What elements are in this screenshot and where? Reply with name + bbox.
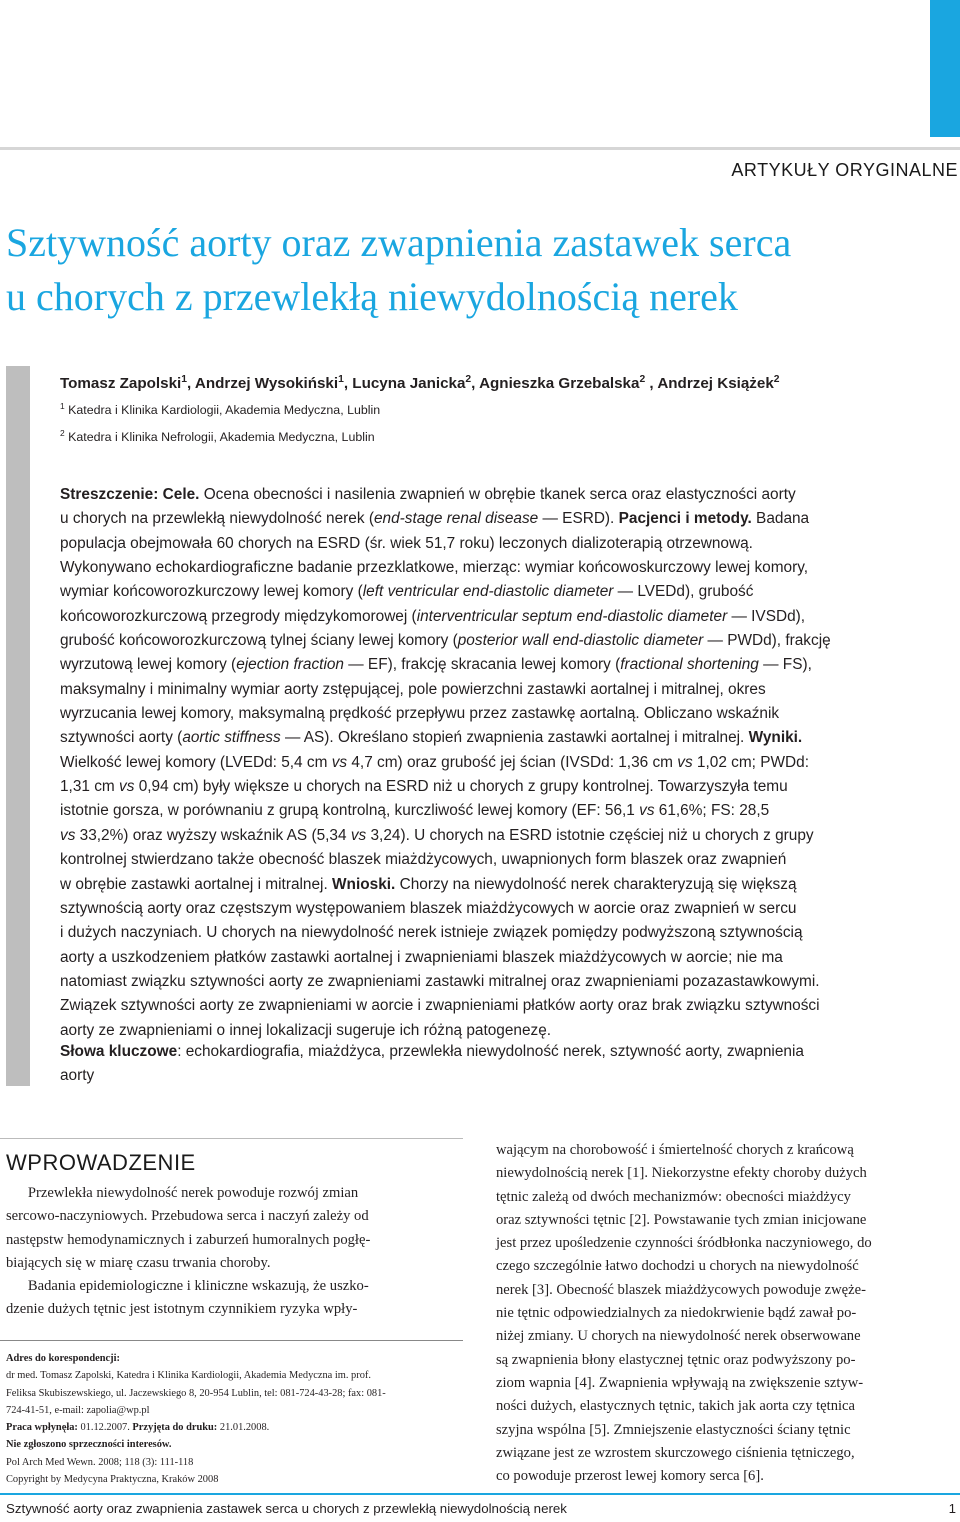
body-text-line: Badania epidemiologiczne i kliniczne wskazują, że uszko-: [6, 1278, 369, 1295]
correspondence-block: Adres do korespondencji: dr med. Tomasz Zapolski, Katedra i Klinika Kardiologii, Akademia Medyczna im. prof. Feliksa Skubiszewskiego, ul. Jaczewskiego 8, 20-954 Lublin, tel: 081-724-43-28; fax: 081- 724-41-51, e-mail: zapolia@wp.pl Praca wpłynęła: 01.12.2007. Przyjęta do druku: 21.01.2008. Nie zgłoszono sprzeczności interesów. Pol Arch Med Wewn. 2008; 118 (3): 111-118 Copyright by Medycyna Praktyczna, Kraków 2008: [6, 1353, 386, 1486]
abstract-line: 1,31 cm vs 0,94 cm) były większe u chorych na ESRD niż u chorych z grupy kontrolnej. Towarzyszyła temu: [60, 778, 788, 796]
body-text-line: jest przez upośledzenie czynności śródbłonka naczyniowego, do: [496, 1235, 872, 1252]
body-text-line: tętnic zależą od dwóch mechanizmów: obecności miażdżycy: [496, 1188, 851, 1205]
accent-bar: [930, 0, 960, 137]
body-text-line: nerek [3]. Obecność blaszek miażdżycowych powoduje zwęże-: [496, 1281, 866, 1298]
author-name: Agnieszka Grzebalska: [479, 375, 640, 392]
body-text-line: nie tętnic odpowiedzialnych za niedokrwienie bądź zawał po-: [496, 1305, 857, 1322]
abstract-line: grubość końcoworozkurczową tylnej ściany lewej komory (posterior wall end-diastolic diameter — PWDd), frakcję: [60, 632, 831, 650]
page-number: 1: [948, 1501, 956, 1516]
intro-right-column: [496, 1139, 956, 1488]
section-label: ARTYKUŁY ORYGINALNE: [731, 160, 958, 180]
body-text-line: oraz sztywności tętnic [2]. Powstawanie tych zmian inicjowane: [496, 1211, 867, 1228]
keywords-label: Słowa kluczowe: [60, 1043, 178, 1060]
author-name: Tomasz Zapolski: [60, 375, 182, 392]
abstract-line: wyrzucania lewej komory, maksymalną prędkość przepływu przez zastawkę aortalną. Obliczano wskaźnik: [60, 705, 780, 723]
correspondence-rule: [0, 1340, 463, 1341]
body-text-line: niewydolnością nerek [1]. Niekorzystne efekty choroby dużych: [496, 1165, 867, 1182]
author-list: Tomasz Zapolski$^1$, Andrzej Wysokiński$^1$, Lucyna Janicka$^2$, Agnieszka Grzebalska$^2$ , Andrzej Książek$^2$: [60, 373, 780, 392]
body-text-line: biających się w miarę czasu trwania choroby.: [6, 1254, 271, 1271]
body-text-line: niżej zmiany. U chorych na niewydolność nerek obserwowane: [496, 1328, 861, 1345]
footer-rule: [0, 1493, 960, 1495]
body-text-line: szyjna wspólna [5]. Zmniejszenie elastyczności ściany tętnic: [496, 1421, 851, 1438]
section-heading: WPROWADZENIE: [6, 1150, 196, 1175]
author-name: Andrzej Wysokiński: [194, 375, 339, 392]
running-footer-title: Sztywność aorty oraz zwapnienia zastawek serca u chorych z przewlekłą niewydolnością nerek: [6, 1501, 567, 1516]
author-name: Lucyna Janicka: [352, 375, 466, 392]
body-text-line: wającym na chorobowość i śmiertelność chorych z krańcową: [496, 1142, 854, 1158]
abstract-line: kontrolnej stwierdzano także obecność blaszek miażdżycowych, uwapnionych form blaszek oraz zwapnień: [60, 851, 787, 869]
abstract-line: wymiar końcoworozkurczowy lewej komory (left ventricular end-diastolic diameter — LVEDd), grubość: [60, 583, 754, 601]
body-text-line: związane jest ze wzrostem skurczowego ciśnienia tętniczego,: [496, 1444, 855, 1461]
body-text-line: następstw hemodynamicznych i zaburzeń humoralnych pogłę-: [6, 1231, 371, 1248]
abstract-line: populacja obejmowała 60 chorych na ESRD (śr. wiek 51,7 roku) leczonych dializoterapią otrzewnową.: [60, 534, 753, 552]
abstract-line: natomiast związku sztywności aorty ze zwapnieniami zastawki mitralnej oraz zwapnieniami pozazastawkowymi.: [60, 972, 820, 990]
body-text-line: ziom wapnia [4]. Zwapnienia wpływają na zwiększenie sztyw-: [496, 1374, 864, 1391]
body-text-line: dzenie dużych tętnic jest istotnym czynnikiem ryzyka wpły-: [6, 1301, 358, 1318]
abstract-line: Wykonywano echokardiograficzne badanie przezklatkowe, mierząc: wymiar końcowoskurczowy lewej komory,: [60, 559, 809, 577]
title-line: Sztywność aorty oraz zwapnienia zastawek serca: [6, 220, 792, 265]
body-text-line: są zwapnienia błony elastycznej tętnic oraz podwyższony po-: [496, 1351, 856, 1368]
body-text-line: co powoduje przerost lewej komory serca [6].: [496, 1468, 764, 1485]
abstract-line: vs 33,2%) oraz wyższy wskaźnik AS (5,34 vs 3,24). U chorych na ESRD istotnie częściej niż u chorych z grupy: [60, 826, 814, 844]
abstract-line: u chorych na przewlekłą niewydolność nerek (end-stage renal disease — ESRD). Pacjenci i metody. Badana: [60, 510, 810, 528]
abstract-line: istotnie gorsza, w porównaniu z grupą kontrolną, kurczliwość lewej komory (EF: 56,1 vs 61,6%; FS: 28,5: [60, 802, 770, 820]
body-text-line: ności dużych, elastycznych tętnic, takich jak aorta czy tętnica: [496, 1398, 856, 1415]
abstract-line: i dużych naczyniach. U chorych na niewydolność nerek istnieje związek pomiędzy podwyższoną sztywnością: [60, 924, 803, 942]
keywords: Słowa kluczowe: echokardiografia, miażdżyca, przewlekła niewydolność nerek, sztywność aorty, zwapnienia aorty: [60, 1043, 804, 1085]
title-line: u chorych z przewlekłą niewydolnością nerek: [6, 274, 738, 319]
abstract-side-panel: [6, 366, 30, 1086]
body-text-line: Przewlekła niewydolność nerek powoduje rozwój zmian: [6, 1185, 359, 1201]
abstract-line: wyrzutową lewej komory (ejection fraction — EF), frakcję skracania lewej komory (fractional shortening — FS),: [60, 656, 812, 674]
abstract-line: maksymalny i minimalny wymiar aorty zstępującej, pole powierzchni zastawki aortalnej i mitralnej, okres: [60, 680, 766, 698]
abstract-line: Wielkość lewej komory (LVEDd: 5,4 cm vs 4,7 cm) oraz grubość jej ścian (IVSDd: 1,36 cm vs 1,02 cm; PWDd:: [60, 753, 809, 771]
abstract-line: aorty ze zwapnieniami o innej lokalizacji sugeruje ich różną patogenezę.: [60, 1021, 552, 1039]
body-text-line: czego szczególnie łatwo dochodzi u chorych na niewydolność: [496, 1258, 859, 1275]
article-title: [6, 216, 946, 324]
abstract: [60, 483, 958, 1043]
abstract-line: końcoworozkurczową przegrody międzykomorowej (interventricular septum end-diastolic diameter — IVSDd),: [60, 607, 806, 625]
abstract-line: Związek sztywności aorty ze zwapnieniami w aorcie i zwapnieniami płatków aorty oraz brak związku sztywności: [60, 997, 820, 1015]
abstract-line: sztywności aorty (aortic stiffness — AS). Określano stopień zwapnienia zastawki aortalnej i mitralnej. Wyniki.: [60, 729, 803, 747]
intro-left-column: [6, 1182, 466, 1322]
affiliation-1: $^1$ Katedra i Klinika Kardiologii, Akademia Medyczna, Lublin: [60, 400, 381, 417]
affiliation-2: $^2$ Katedra i Klinika Nefrologii, Akademia Medyczna, Lublin: [60, 427, 375, 444]
abstract-line: aorty a uszkodzeniem płatków zastawki aortalnej i zwapnieniami blaszek miażdżycowych w aorcie; nie ma: [60, 948, 783, 966]
abstract-line: Streszczenie: Cele. Ocena obecności i nasilenia zwapnień w obrębie tkanek serca oraz elastyczności aorty: [60, 486, 796, 503]
heading-rule: [0, 1138, 463, 1139]
abstract-line: w obrębie zastawki aortalnej i mitralnej. Wnioski. Chorzy na niewydolność nerek charakteryzują się większą: [60, 875, 797, 893]
top-rule: [0, 147, 960, 150]
author-name: Andrzej Książek: [657, 375, 774, 392]
body-text-line: sercowo-naczyniowych. Przebudowa serca i naczyń zależy od: [6, 1208, 369, 1225]
abstract-line: sztywnością aorty oraz częstszym występowaniem blaszek miażdżycowych w aorcie oraz zwapnień w sercu: [60, 899, 797, 917]
